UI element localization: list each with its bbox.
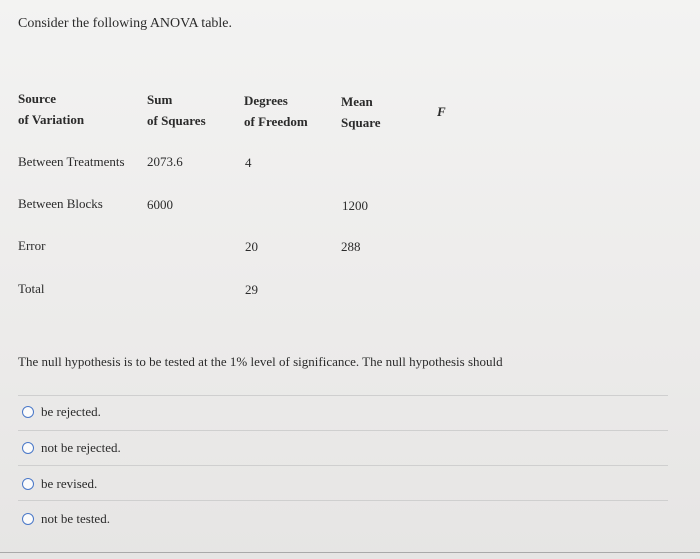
bottom-border xyxy=(0,552,700,553)
row-ms-between-blocks: 1200 xyxy=(342,198,368,213)
row-ms-error: 288 xyxy=(341,239,361,254)
option-label: be rejected. xyxy=(41,404,101,419)
radio-circle-icon[interactable] xyxy=(22,478,34,490)
row-df-between-treatments: 4 xyxy=(245,155,252,170)
option-not-be-rejected[interactable] xyxy=(22,438,121,458)
row-df-total: 29 xyxy=(245,282,258,297)
header-mean-square: Mean Square xyxy=(341,94,381,130)
radio-circle-icon[interactable] xyxy=(22,406,34,418)
radio-circle-icon[interactable] xyxy=(22,513,34,525)
header-degrees-of-freedom: Degrees of Freedom xyxy=(244,93,308,129)
option-label: not be rejected. xyxy=(41,440,121,455)
row-source-error: Error xyxy=(18,238,46,253)
header-source: Source of Variation xyxy=(18,91,85,127)
option-divider xyxy=(18,430,668,431)
option-be-revised[interactable] xyxy=(22,474,97,494)
row-source-between-treatments: Between Treatments xyxy=(18,154,125,169)
question-text: The null hypothesis is to be tested at the 1% level of significance. The null hypothesis should xyxy=(18,354,503,369)
option-not-be-tested[interactable] xyxy=(22,509,110,529)
header-f: F xyxy=(437,104,446,119)
row-source-between-blocks: Between Blocks xyxy=(18,196,103,211)
radio-circle-icon[interactable] xyxy=(22,442,34,454)
row-df-error: 20 xyxy=(245,239,258,254)
option-divider xyxy=(18,395,668,396)
row-ss-between-treatments: 2073.6 xyxy=(147,154,183,169)
option-divider xyxy=(18,500,668,501)
option-be-rejected[interactable] xyxy=(22,402,101,422)
option-label: be revised. xyxy=(41,476,98,491)
option-label: not be tested. xyxy=(41,511,110,526)
row-source-total: Total xyxy=(18,281,45,296)
option-divider xyxy=(18,465,668,466)
intro-text: Consider the following ANOVA table. xyxy=(18,16,233,31)
row-ss-between-blocks: 6000 xyxy=(147,197,173,212)
header-sum-of-squares: Sum of Squares xyxy=(147,92,206,128)
